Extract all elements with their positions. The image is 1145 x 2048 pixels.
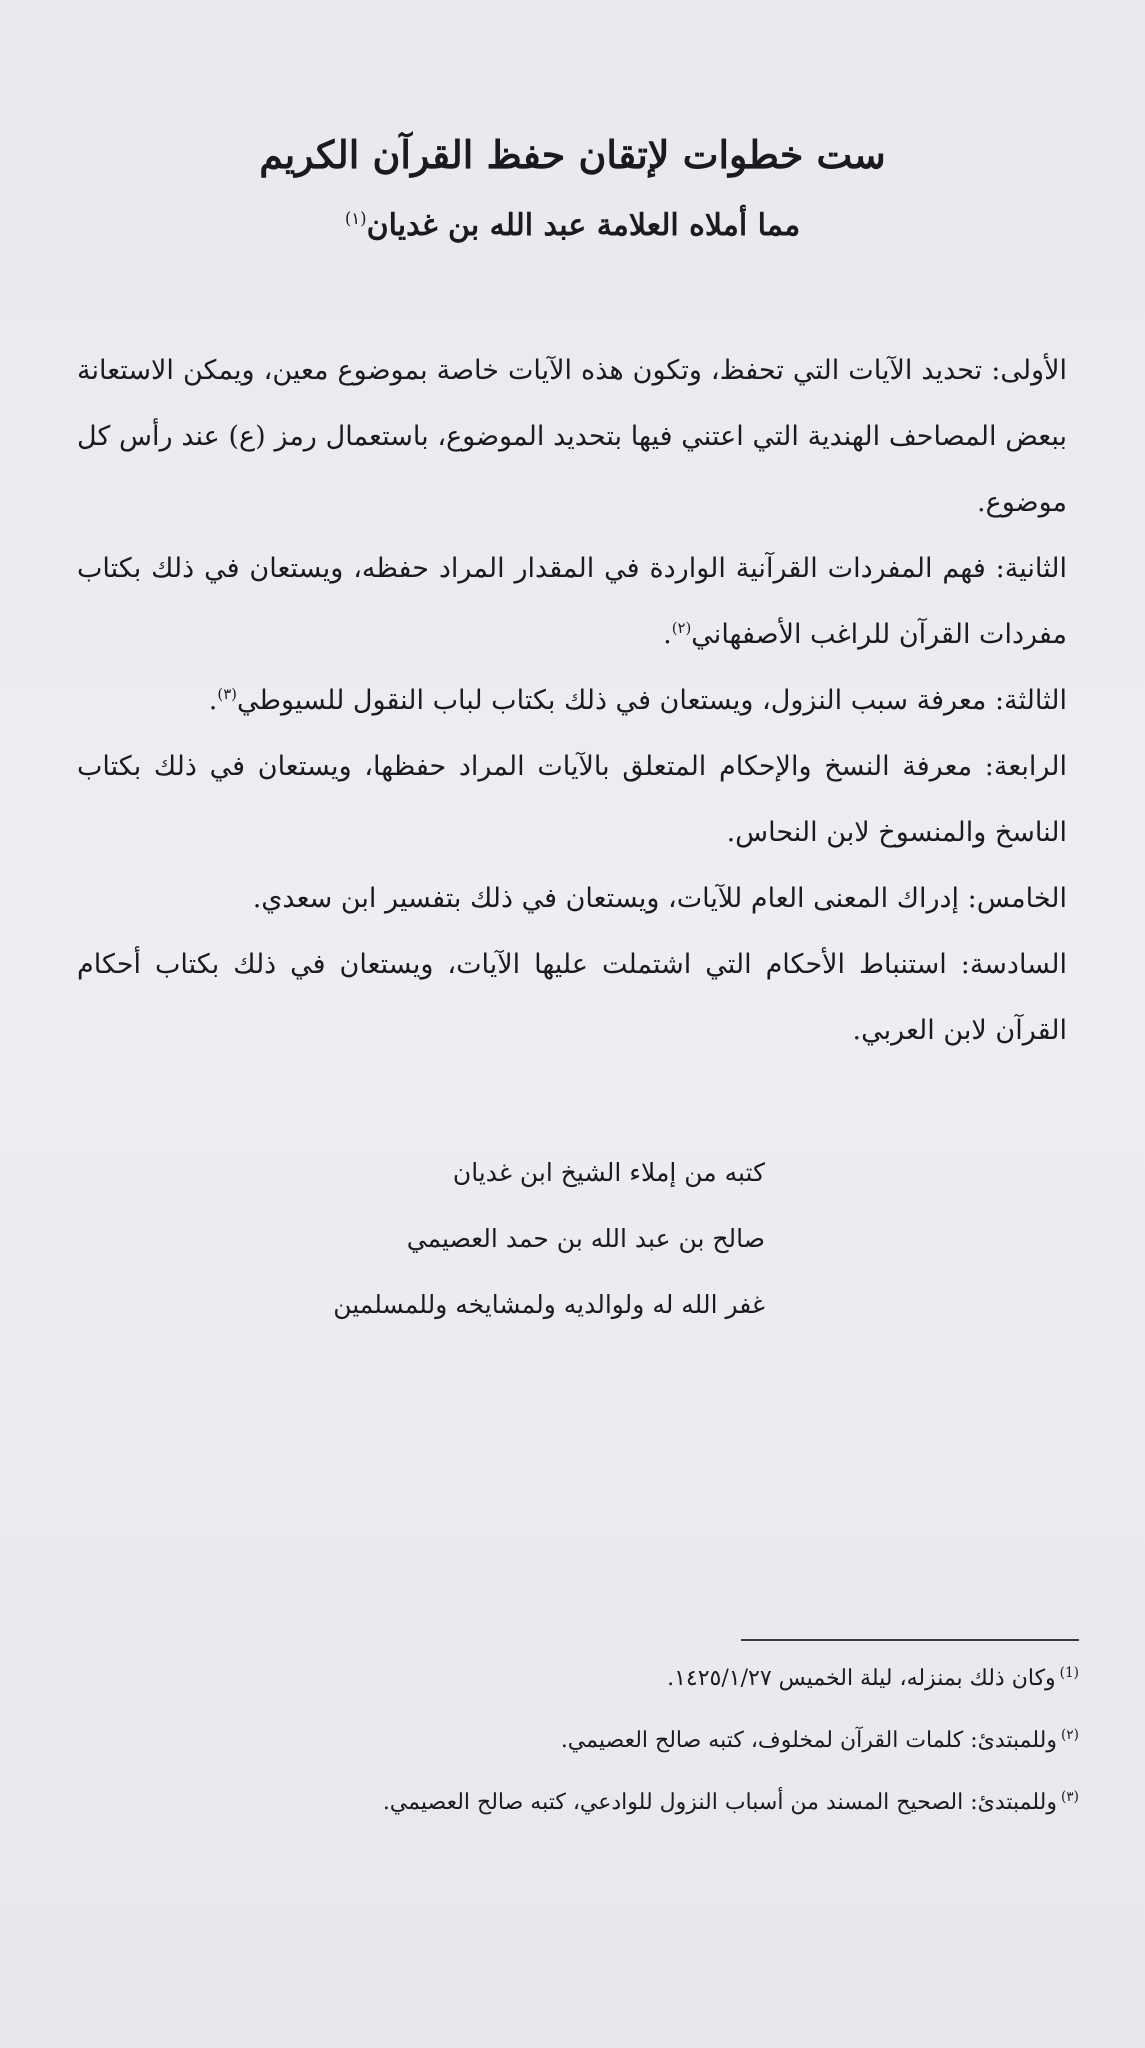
footnotes xyxy=(79,1648,1079,1834)
subtitle-text: مما أملاه العلامة عبد الله بن غديان xyxy=(366,208,801,243)
step-text: الرابعة: معرفة النسخ والإحكام المتعلق بالآيات المراد حفظها، ويستعان في ذلك بكتاب الناسخ والمنسوخ لابن النحاس. xyxy=(77,751,1067,848)
footnote xyxy=(79,1648,1079,1710)
footnote-ref: (٣) xyxy=(217,685,237,703)
step-paragraph xyxy=(77,338,1067,536)
footnote-number: (٢) xyxy=(1061,1726,1079,1743)
step-paragraph xyxy=(77,536,1067,668)
step-text: الثانية: فهم المفردات القرآنية الواردة في المقدار المراد حفظه، ويستعان في ذلك بكتاب مفردات القرآن للراغب الأصفهاني xyxy=(77,553,1067,650)
footnote-text: وللمبتدئ: كلمات القرآن لمخلوف، كتبه صالح العصيمي. xyxy=(560,1728,1058,1753)
footnote-text: وللمبتدئ: الصحيح المسند من أسباب النزول للوادعي، كتبه صالح العصيمي. xyxy=(382,1790,1058,1815)
step-paragraph xyxy=(77,734,1067,866)
signature-line: غفر الله له ولوالديه ولمشايخه وللمسلمين xyxy=(333,1290,765,1319)
step-text-end: . xyxy=(663,619,672,650)
step-text: الأولى: تحديد الآيات التي تحفظ، وتكون هذه الآيات خاصة بموضوع معين، ويمكن الاستعانة ببعض المصاحف الهندية التي اعتني فيها بتحديد الموضوع، باستعمال رمز (ع) عند رأس كل موضوع. xyxy=(77,355,1067,518)
footnote-number: (٣) xyxy=(1061,1788,1079,1805)
step-paragraph xyxy=(77,668,1067,734)
footnote-number: (1) xyxy=(1059,1664,1079,1681)
step-text: الخامس: إدراك المعنى العام للآيات، ويستعان في ذلك بتفسير ابن سعدي. xyxy=(252,883,1067,914)
step-text: السادسة: استنباط الأحكام التي اشتملت عليها الآيات، ويستعان في ذلك بكتاب أحكام القرآن لابن العربي. xyxy=(77,949,1067,1046)
signature-line: كتبه من إملاء الشيخ ابن غديان xyxy=(452,1158,765,1187)
signature-block xyxy=(333,1140,765,1338)
signature-line: صالح بن عبد الله بن حمد العصيمي xyxy=(406,1224,765,1253)
steps-list xyxy=(77,338,1067,1064)
step-text-end: . xyxy=(208,685,218,716)
footnote xyxy=(79,1772,1079,1834)
step-paragraph xyxy=(77,866,1067,932)
step-text: الثالثة: معرفة سبب النزول، ويستعان في ذلك بكتاب لباب النقول للسيوطي xyxy=(236,685,1067,716)
page-title: ست خطوات لإتقان حفظ القرآن الكريم xyxy=(259,132,886,177)
step-paragraph xyxy=(77,932,1067,1064)
footnote-text: وكان ذلك بمنزله، ليلة الخميس ١٤٢٥/١/٢٧. xyxy=(667,1666,1056,1691)
footnote-ref: (٢) xyxy=(671,619,692,637)
footnote-ref: (١) xyxy=(344,209,367,228)
footnote-divider xyxy=(741,1639,1079,1641)
page-subtitle xyxy=(0,208,1145,244)
footnote xyxy=(79,1710,1079,1772)
